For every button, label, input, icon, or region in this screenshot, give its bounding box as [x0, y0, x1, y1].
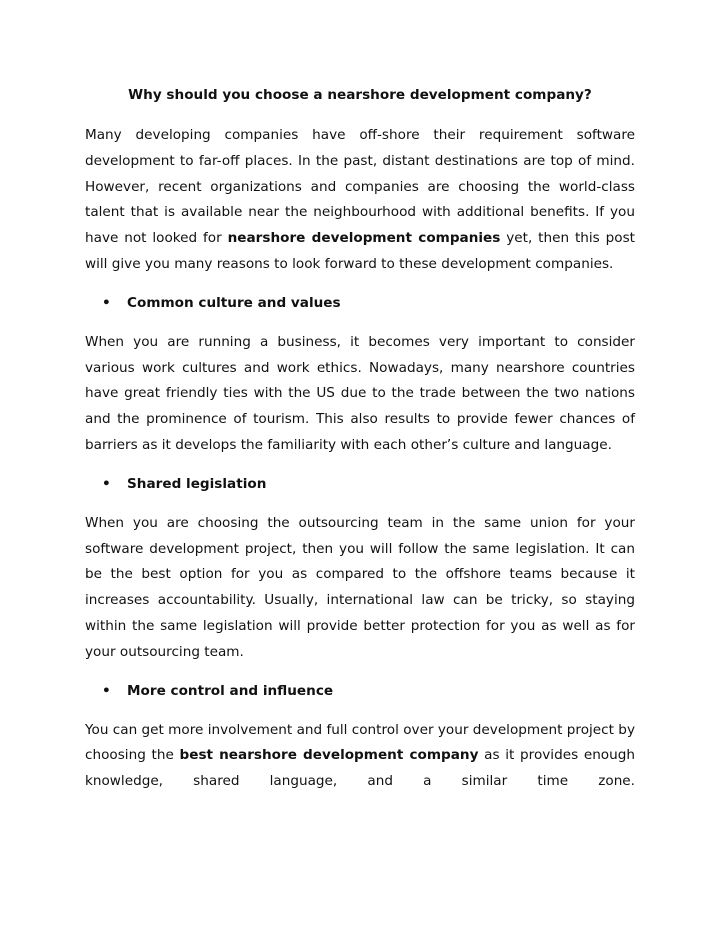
section-heading-more-control	[85, 678, 635, 704]
document-title: Why should you choose a nearshore development company?	[128, 87, 592, 103]
intro-text-start: Many developing companies have off-shore their requirement software development to far-off places. In the past, distant destinations are top of mind. However, recent organizations and companies are choosing the world-class talent that is available near the neighbourhood with additional benefits. If you have not looked for	[85, 127, 635, 247]
spacer	[85, 316, 635, 330]
section-body-text-start: You can get more involvement and full control over your development project by choosing the	[85, 721, 635, 764]
section-heading-shared-legislation	[85, 471, 635, 497]
section-heading-label: Common culture and values	[127, 294, 341, 311]
spacer	[85, 278, 635, 290]
section-body-shared-legislation: When you are choosing the outsourcing team in the same union for your software development project, then you will follow the same legislation. It can be the best option for you as compared to the offshore teams because it increases accountability. Usually, international law can be tricky, so staying within the same legislation will provide better protection for you as well as for your outsourcing team.	[85, 514, 635, 660]
spacer	[85, 108, 635, 123]
section-heading-common-culture	[85, 290, 635, 316]
intro-text-end: yet, then this post will give you many reasons to look forward to these development companies.	[85, 230, 635, 272]
section-body-text-end: as it provides enough knowledge, shared language, and a similar time zone.	[85, 747, 635, 790]
section-body-bold-phrase: best nearshore development company	[179, 747, 479, 764]
intro-paragraph	[85, 123, 635, 278]
bullet-icon: •	[102, 475, 111, 492]
section-heading-label: More control and influence	[127, 682, 334, 699]
document-page	[85, 82, 635, 795]
bullet-icon: •	[102, 294, 111, 311]
section-body-common-culture: When you are running a business, it becomes very important to consider various work cultures and work ethics. Nowadays, many nearshore countries have great friendly ties with the US due to the trade between the two nations and the prominence of tourism. This also results to provide fewer chances of barriers as it develops the familiarity with each other’s culture and language.	[85, 333, 635, 453]
spacer	[85, 497, 635, 511]
section-heading-label: Shared legislation	[127, 475, 267, 492]
section-body-more-control	[85, 718, 635, 795]
spacer	[85, 459, 635, 471]
spacer	[85, 704, 635, 718]
bullet-icon: •	[102, 682, 111, 699]
intro-bold-phrase: nearshore development companies	[227, 230, 501, 247]
spacer	[85, 666, 635, 678]
